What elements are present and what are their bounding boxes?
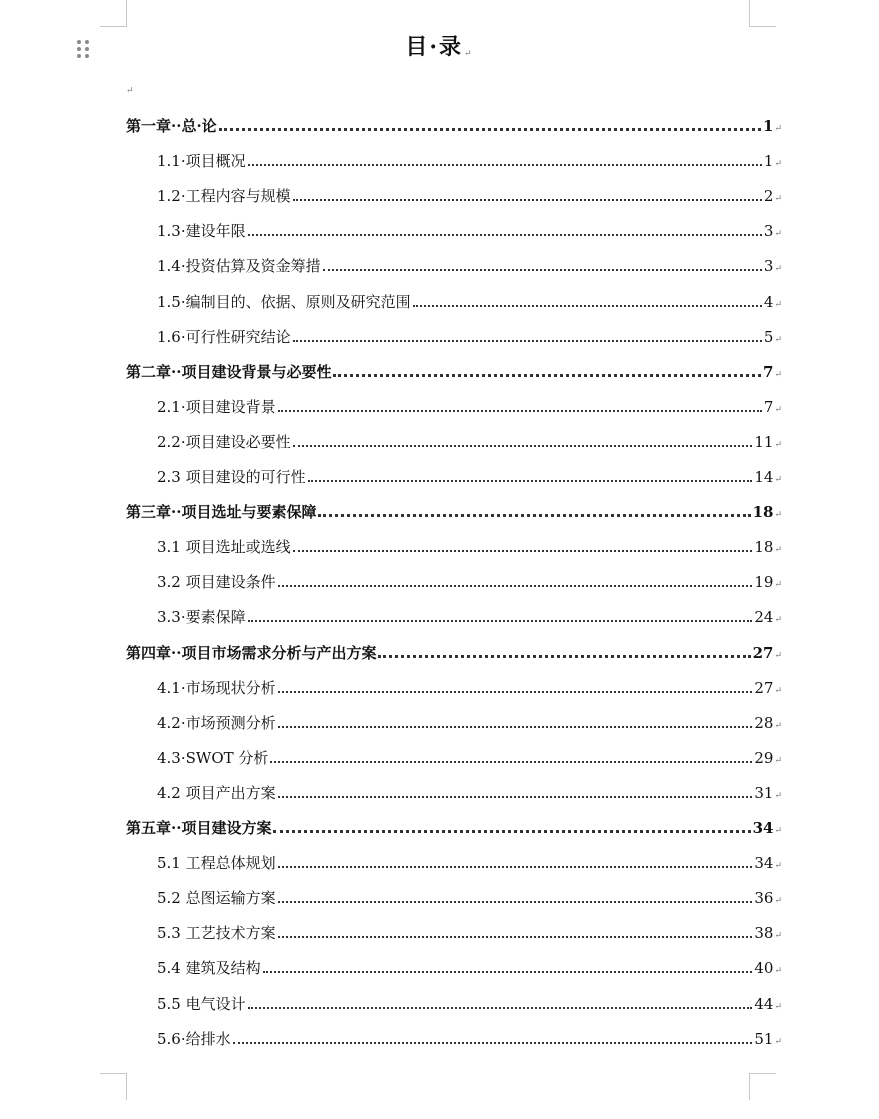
toc-dot-leader: [318, 513, 750, 517]
toc-entry-label: 1.3·建设年限: [157, 222, 246, 241]
toc-dot-leader: [248, 233, 762, 236]
paragraph-mark-icon: ↵: [774, 334, 782, 345]
toc-dot-leader: [323, 268, 762, 271]
toc-chapter-entry[interactable]: [126, 640, 782, 666]
toc-section-entry[interactable]: [157, 569, 782, 595]
title-text: 目·录: [405, 34, 464, 60]
toc-page-number: 29: [754, 748, 774, 767]
toc-dot-leader: [333, 373, 761, 377]
paragraph-mark-icon: ↵: [774, 299, 782, 310]
toc-page-number: 51: [754, 1029, 774, 1048]
paragraph-mark-icon: ↵: [774, 264, 782, 275]
toc-section-entry[interactable]: [157, 324, 782, 350]
toc-entry-label: 第四章··项目市场需求分析与产出方案: [126, 643, 377, 662]
toc-section-entry[interactable]: [157, 464, 782, 490]
toc-dot-leader: [278, 584, 753, 587]
paragraph-mark-icon: ↵: [774, 861, 782, 872]
toc-page-number: 1: [763, 152, 774, 171]
paragraph-mark-icon: ↵: [774, 966, 782, 977]
toc-section-entry[interactable]: [157, 534, 782, 560]
paragraph-mark-icon: ↵: [774, 826, 782, 836]
toc-chapter-entry[interactable]: [126, 499, 782, 525]
toc-entry-label: 1.5·编制目的、依据、原则及研究范围: [157, 292, 411, 311]
paragraph-mark-icon: ↵: [774, 545, 782, 556]
toc-entry-label: 1.1·项目概况: [157, 152, 246, 171]
paragraph-mark-icon: ↵: [774, 124, 782, 134]
toc-entry-label: 第一章··总·论: [126, 117, 217, 135]
paragraph-mark-icon: ↵: [774, 720, 782, 731]
toc-section-entry[interactable]: [157, 885, 782, 911]
toc-page-number: 27: [754, 678, 774, 697]
toc-entry-label: 4.2 项目产出方案: [157, 783, 276, 802]
toc-dot-leader: [413, 304, 762, 307]
paragraph-mark-icon: ↵: [774, 615, 782, 626]
paragraph-mark-icon: ↵: [774, 650, 782, 661]
toc-page-number: 36: [754, 889, 774, 908]
toc-entry-label: 2.1·项目建设背景: [157, 397, 276, 416]
toc-entry-label: 第三章··项目选址与要素保障: [126, 503, 317, 522]
toc-section-entry[interactable]: [157, 955, 782, 981]
paragraph-mark-icon: ↵: [774, 194, 782, 205]
paragraph-mark-icon: ↵: [774, 580, 782, 591]
toc-page-number: 4: [763, 292, 774, 311]
toc-dot-leader: [378, 654, 750, 658]
toc-page-number: 7: [763, 397, 774, 416]
toc-entry-label: 5.5 电气设计: [157, 994, 246, 1013]
toc-dot-leader: [308, 479, 753, 482]
toc-chapter-entry[interactable]: [126, 815, 782, 841]
toc-page-number: 34: [752, 819, 774, 837]
toc-page-number: 5: [763, 327, 774, 346]
toc-dot-leader: [278, 795, 753, 798]
toc-section-entry[interactable]: [157, 289, 782, 315]
toc-page-number: 28: [754, 713, 774, 732]
toc-dot-leader: [293, 198, 762, 201]
paragraph-mark-icon: ↵: [774, 159, 782, 170]
toc-page-number: 14: [754, 468, 774, 486]
toc-section-entry[interactable]: [157, 991, 782, 1017]
toc-entry-label: 1.6·可行性研究结论: [157, 327, 291, 346]
toc-entry-label: 4.3·SWOT 分析: [157, 748, 269, 767]
toc-entry-label: 2.3 项目建设的可行性: [157, 468, 306, 486]
toc-page-number: 11: [754, 432, 774, 451]
toc-page-number: 40: [754, 959, 774, 978]
toc-page-number: 18: [754, 538, 774, 557]
toc-dot-leader: [293, 549, 753, 552]
toc-page-number: 1: [763, 117, 774, 135]
toc-page-number: 44: [754, 994, 774, 1013]
toc-page-number: 2: [763, 187, 774, 206]
toc-entry-label: 1.2·工程内容与规模: [157, 187, 291, 206]
toc-dot-leader: [219, 127, 761, 131]
toc-section-entry[interactable]: [157, 920, 782, 946]
crop-mark-top-left: [100, 0, 127, 27]
paragraph-mark-icon: ↵: [774, 755, 782, 766]
toc-entry-label: 2.2·项目建设必要性: [157, 432, 291, 451]
paragraph-mark-icon: ↵: [774, 510, 782, 521]
paragraph-mark-icon: ↵: [774, 369, 782, 380]
toc-dot-leader: [278, 935, 753, 938]
crop-mark-top-right: [749, 0, 776, 27]
toc-page-number: 19: [754, 573, 774, 592]
paragraph-mark-icon: ↵: [774, 685, 782, 696]
toc-section-entry[interactable]: [157, 218, 782, 244]
toc-entry-label: 3.2 项目建设条件: [157, 573, 276, 592]
crop-mark-bottom-right: [749, 1073, 776, 1100]
toc-entry-label: 5.4 建筑及结构: [157, 959, 261, 978]
toc-dot-leader: [278, 900, 753, 903]
toc-chapter-entry[interactable]: [126, 359, 782, 385]
toc-dot-leader: [248, 619, 753, 622]
page-title: [0, 30, 879, 61]
toc-entry-label: 1.4·投资估算及资金筹措: [157, 257, 321, 276]
toc-dot-leader: [248, 163, 762, 166]
toc-entry-label: 5.3 工艺技术方案: [157, 924, 276, 943]
toc-section-entry[interactable]: [157, 253, 782, 279]
toc-page-number: 7: [763, 362, 774, 381]
toc-page-number: 18: [752, 503, 774, 522]
toc-dot-leader: [278, 690, 753, 693]
toc-section-entry[interactable]: [157, 148, 782, 174]
toc-page-number: 3: [763, 257, 774, 276]
toc-entry-label: 4.1·市场现状分析: [157, 678, 276, 697]
toc-dot-leader: [263, 970, 753, 973]
toc-section-entry[interactable]: [157, 1026, 782, 1052]
toc-entry-label: 第二章··项目建设背景与必要性: [126, 362, 332, 381]
paragraph-mark-icon: ↵: [774, 931, 782, 942]
toc-page-number: 24: [754, 608, 774, 627]
toc-chapter-entry[interactable]: [126, 113, 782, 139]
toc-dot-leader: [293, 339, 762, 342]
toc-page-number: 31: [754, 783, 774, 802]
toc-dot-leader: [278, 865, 753, 868]
toc-entry-label: 5.6·给排水: [157, 1029, 231, 1048]
paragraph-mark-icon: ↵: [774, 896, 782, 907]
toc-section-entry[interactable]: [157, 675, 782, 701]
toc-section-entry[interactable]: [157, 394, 782, 420]
paragraph-mark-icon: ↵: [774, 229, 782, 240]
toc-dot-leader: [270, 760, 752, 763]
toc-section-entry[interactable]: [157, 710, 782, 736]
toc-section-entry[interactable]: [157, 429, 782, 455]
toc-section-entry[interactable]: [157, 850, 782, 876]
toc-entry-label: 第五章··项目建设方案: [126, 819, 272, 837]
paragraph-mark-icon: ↵: [774, 790, 782, 801]
paragraph-mark-icon: ↵: [774, 1001, 782, 1012]
crop-mark-bottom-left: [100, 1073, 127, 1100]
toc-dot-leader: [273, 829, 750, 833]
toc-page-number: 27: [752, 643, 774, 662]
toc-dot-leader: [233, 1041, 753, 1044]
paragraph-mark-icon: ↵: [774, 439, 782, 450]
toc-entry-label: 4.2·市场预测分析: [157, 713, 276, 732]
toc-page-number: 3: [763, 222, 774, 241]
toc-dot-leader: [248, 1006, 753, 1009]
toc-dot-leader: [293, 444, 753, 447]
toc-page-number: 38: [754, 924, 774, 943]
toc-page-number: 34: [754, 854, 774, 873]
paragraph-mark-icon: ↵: [464, 49, 474, 59]
paragraph-mark-icon: ↵: [126, 86, 134, 96]
toc-entry-label: 5.2 总图运输方案: [157, 889, 276, 908]
toc-dot-leader: [278, 409, 762, 412]
toc-section-entry[interactable]: [157, 780, 782, 806]
toc-section-entry[interactable]: [157, 745, 782, 771]
toc-section-entry[interactable]: [157, 604, 782, 630]
toc-dot-leader: [278, 725, 753, 728]
toc-entry-label: 3.3·要素保障: [157, 608, 246, 627]
paragraph-mark-icon: ↵: [774, 1036, 782, 1047]
toc-entry-label: 5.1 工程总体规划: [157, 854, 276, 873]
toc-section-entry[interactable]: [157, 183, 782, 209]
toc-entry-label: 3.1 项目选址或选线: [157, 538, 291, 557]
paragraph-mark-icon: ↵: [774, 475, 782, 485]
paragraph-mark-icon: ↵: [774, 404, 782, 415]
